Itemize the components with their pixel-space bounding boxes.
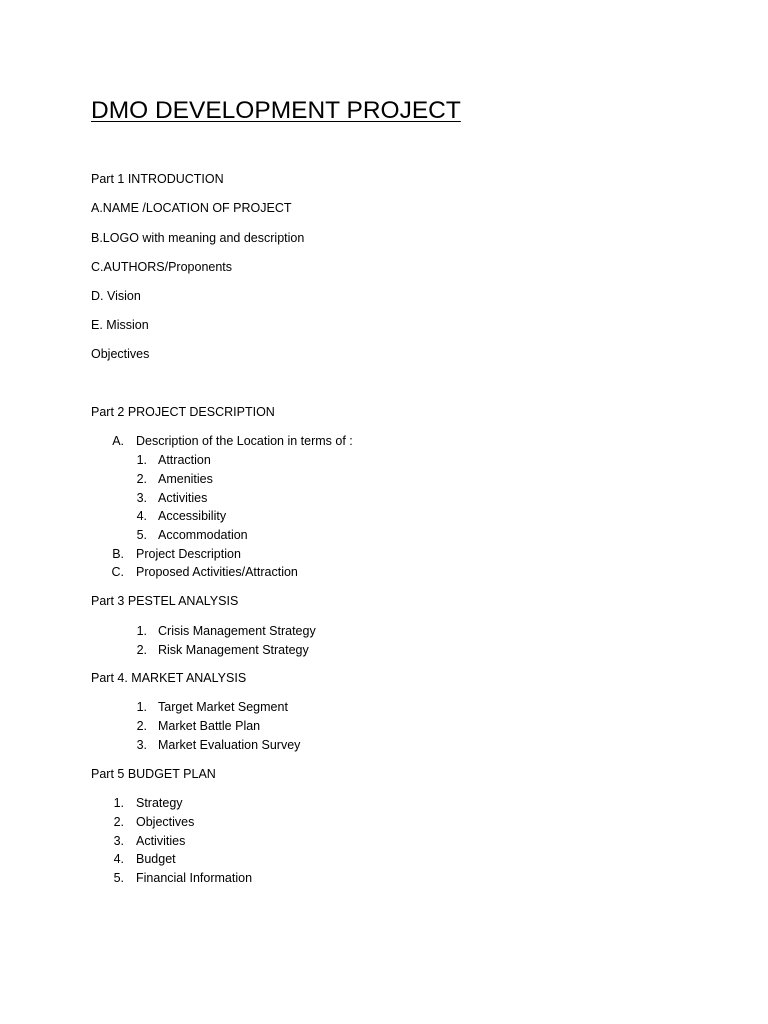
list-marker: 4. (113, 852, 124, 866)
part1-item-vision: D. Vision (91, 289, 141, 303)
part2-subitem-activities: Activities (158, 491, 208, 505)
list-marker: A. (112, 434, 124, 448)
part3-item-risk-management: Risk Management Strategy (158, 643, 309, 657)
list-marker: 2. (113, 815, 124, 829)
part3-heading: Part 3 PESTEL ANALYSIS (91, 594, 239, 608)
part2-subitem-amenities: Amenities (158, 472, 213, 486)
list-marker: C. (111, 565, 124, 579)
part5-heading: Part 5 BUDGET PLAN (91, 767, 216, 781)
part4-item-battle-plan: Market Battle Plan (158, 719, 261, 733)
list-marker: 2. (136, 643, 147, 657)
part5-item-financial-information: Financial Information (136, 871, 253, 885)
part1-item-authors: C.AUTHORS/Proponents (91, 260, 233, 274)
list-marker: 5. (136, 528, 147, 542)
list-marker: B. (112, 547, 124, 561)
document-title: DMO DEVELOPMENT PROJECT (91, 97, 461, 124)
part1-item-mission: E. Mission (91, 318, 149, 332)
list-marker: 2. (136, 719, 147, 733)
part2-subitem-accommodation: Accommodation (158, 528, 248, 542)
part1-item-logo: B.LOGO with meaning and description (91, 231, 305, 245)
list-marker: 1. (136, 624, 147, 638)
part4-heading: Part 4. MARKET ANALYSIS (91, 671, 247, 685)
part5-item-objectives: Objectives (136, 815, 195, 829)
list-marker: 3. (136, 491, 147, 505)
part5-item-strategy: Strategy (136, 796, 183, 810)
list-marker: 5. (113, 871, 124, 885)
part1-heading: Part 1 INTRODUCTION (91, 172, 224, 186)
list-marker: 4. (136, 509, 147, 523)
part1-item-name-location: A.NAME /LOCATION OF PROJECT (91, 201, 292, 215)
part2-heading: Part 2 PROJECT DESCRIPTION (91, 405, 275, 419)
part5-item-budget: Budget (136, 852, 176, 866)
part2-item-location-description: Description of the Location in terms of : (136, 434, 353, 448)
list-marker: 3. (113, 834, 124, 848)
part5-item-activities: Activities (136, 834, 186, 848)
part2-item-proposed-activities: Proposed Activities/Attraction (136, 565, 298, 579)
part2-item-project-description: Project Description (136, 547, 241, 561)
part4-item-evaluation-survey: Market Evaluation Survey (158, 738, 301, 752)
list-marker: 3. (136, 738, 147, 752)
part2-subitem-attraction: Attraction (158, 453, 211, 467)
list-marker: 1. (136, 700, 147, 714)
part3-item-crisis-management: Crisis Management Strategy (158, 624, 316, 638)
part1-item-objectives: Objectives (91, 347, 150, 361)
list-marker: 2. (136, 472, 147, 486)
list-marker: 1. (113, 796, 124, 810)
part2-subitem-accessibility: Accessibility (158, 509, 227, 523)
list-marker: 1. (136, 453, 147, 467)
part4-item-target-market: Target Market Segment (158, 700, 288, 714)
